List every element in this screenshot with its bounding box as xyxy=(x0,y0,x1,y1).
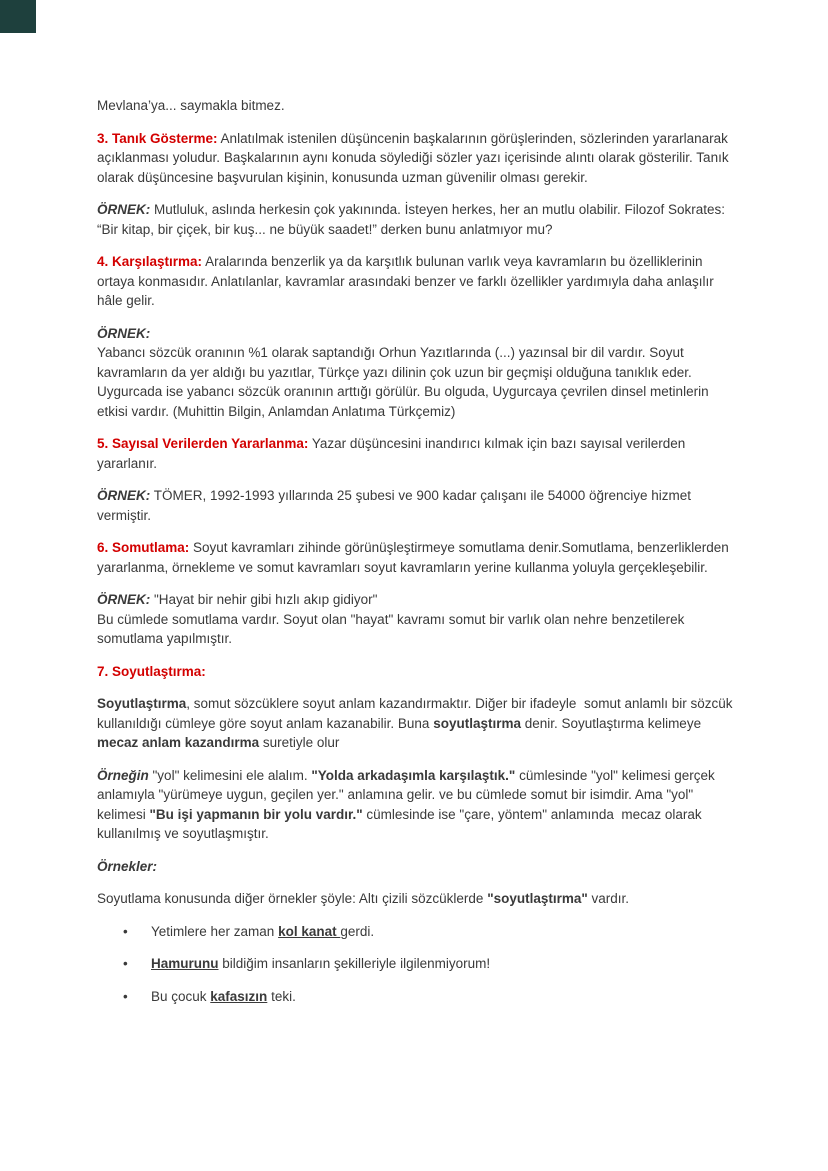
paragraph xyxy=(97,662,733,682)
text-run: "yol" kelimesini ele alalım. xyxy=(148,767,312,783)
paragraph xyxy=(97,486,733,525)
text-run: Mutluluk, aslında herkesin çok yakınında. İsteyen herkes, her an mutlu olabilir. Filozof Sokrates: “Bir kitap, bir çiçek, bir kuş... ne büyük saadet!” derken bunu anlatmıyor mu? xyxy=(97,202,729,237)
text-run: vardır. xyxy=(587,891,630,906)
bullet-text xyxy=(151,922,374,942)
text-run: "Hayat bir nehir gibi hızlı akıp gidiyor" xyxy=(150,592,378,607)
bullet-item xyxy=(97,922,733,942)
section-heading: 4. Karşılaştırma: xyxy=(97,254,203,269)
paragraph xyxy=(97,343,733,421)
bullet-text xyxy=(151,954,490,974)
text-run: Soyutlaştırma xyxy=(97,696,187,711)
text-run: TÖMER, 1992-1993 yıllarında 25 şubesi ve 900 kadar çalışanı ile 54000 öğrenciye hizmet vermiştir. xyxy=(97,488,695,523)
paragraph xyxy=(97,857,733,877)
text-run: mecaz anlam kazandırma xyxy=(97,735,260,750)
bullet-item xyxy=(97,954,733,974)
paragraph xyxy=(97,694,737,753)
corner-mark xyxy=(0,0,36,33)
text-run: suretiyle olur xyxy=(259,735,340,750)
paragraph xyxy=(97,889,733,909)
text-run: Yabancı sözcük oranının %1 olarak saptandığı Orhun Yazıtlarında (...) yazınsal bir dil vardır. Soyut kavramların da yer aldığı bu yazıtlar, Türkçe yazı dilinin çok uzun bir geçmişi olduğuna tanıklık eder. Uygurcada ise yabancı sözcük oranının arttığı görülür. Bu olguda, Uygurcaya çevrilen dinsel metinlerin etkisi vardır. (Muhittin Bilgin, Anlamdan Anlatıma Türkçemiz) xyxy=(97,345,713,419)
text-run: ÖRNEK: xyxy=(97,592,151,607)
text-run: teki. xyxy=(267,988,296,1004)
paragraph xyxy=(97,96,733,116)
bullet-icon: • xyxy=(123,923,128,939)
bullet-text xyxy=(151,987,296,1007)
paragraph xyxy=(97,538,733,577)
text-run: soyutlaştırma xyxy=(433,715,521,731)
paragraph xyxy=(97,324,733,344)
document-content xyxy=(97,96,737,1019)
text-run: Soyut kavramları zihinde görünüşleştirmeye somutlama denir.Somutlama, benzerliklerden yararlanma, örnekleme ve somut kavramları soyut kavramların yerine kullanma yoluyla gerçekleşebilir. xyxy=(97,540,733,575)
section-heading: 6. Somutlama: xyxy=(97,540,190,555)
paragraph xyxy=(97,610,733,649)
text-run: Örneğin xyxy=(97,767,149,783)
text-run: kafasızın xyxy=(210,988,268,1004)
paragraph xyxy=(97,434,733,473)
section-heading: 3. Tanık Gösterme: xyxy=(97,130,218,146)
text-run: Soyutlama konusunda diğer örnekler şöyle: Altı çizili sözcüklerde xyxy=(97,891,488,906)
text-run: Yazar düşüncesini inandırıcı kılmak için bazı sayısal verilerden yararlanır. xyxy=(97,436,690,471)
text-run: Aralarında benzerlik ya da karşıtlık bulunan varlık veya kavramların bu özelliklerinin ortaya konmasıdır. Anlatılanlar, kavramlar arasındaki benzer ve farklı özellikler yardımıyla daha anlaşılır hâle gelir. xyxy=(97,254,718,308)
bullet-item xyxy=(97,987,733,1007)
text-run: Örnekler: xyxy=(97,858,158,874)
text-run: gerdi. xyxy=(340,923,375,939)
text-run: "soyutlaştırma" xyxy=(487,891,588,906)
text-run: Anlatılmak istenilen düşüncenin başkalarının görüşlerinden, sözlerinden yararlanarak açıklanması yoludur. Başkalarının aynı konuda söylediği sözler yazı içerisinde alıntı olarak gösterilir. Tanık olarak düşüncesine başvurulan kişinin, konusunda uzman güvenilir olması gerekir. xyxy=(97,130,733,185)
text-run: ÖRNEK: xyxy=(97,325,151,341)
text-run: Yetimlere her zaman xyxy=(151,923,279,939)
text-run: cümlesinde "yol" kelimesi gerçek anlamıyla "yürümeye uygun, geçilen yer." anlamına gelir. ve bu cümlede somut bir isimdir. Ama "yol" kelimesi xyxy=(97,767,719,822)
paragraph xyxy=(97,766,733,844)
section-heading: 5. Sayısal Verilerden Yararlanma: xyxy=(97,436,309,451)
text-run: denir. Soyutlaştırma kelimeye xyxy=(521,715,705,731)
paragraph xyxy=(97,590,733,610)
paragraph xyxy=(97,200,733,239)
text-run: "Bu işi yapmanın bir yolu vardır." xyxy=(149,806,363,822)
text-run: ÖRNEK: xyxy=(97,488,151,503)
text-run: Mevlana’ya... saymakla bitmez. xyxy=(97,98,285,113)
bullet-icon: • xyxy=(123,956,128,971)
text-run: Hamurunu xyxy=(151,956,219,971)
text-run: kol kanat xyxy=(278,923,341,939)
paragraph xyxy=(97,252,733,311)
text-run: Bu cümlede somutlama vardır. Soyut olan "hayat" kavramı somut bir varlık olan nehre benzetilerek somutlama yapılmıştır. xyxy=(97,611,689,646)
section-heading: 7. Soyutlaştırma: xyxy=(97,663,206,679)
text-run: bildiğim insanların şekilleriyle ilgilenmiyorum! xyxy=(218,956,491,971)
text-run: "Yolda arkadaşımla karşılaştık." xyxy=(311,767,516,783)
text-run: ÖRNEK: xyxy=(97,202,151,217)
bullet-icon: • xyxy=(123,988,128,1004)
text-run: Bu çocuk xyxy=(151,988,211,1004)
text-run: cümlesinde ise "çare, yöntem" anlamında mecaz olarak kullanılmış ve soyutlaşmıştır. xyxy=(97,806,706,841)
text-run: , somut sözcüklere soyut anlam kazandırmaktır. Diğer bir ifadeyle somut anlamlı bir sözcük kullanıldığı cümleye göre soyut anlam kazanabilir. Buna xyxy=(97,696,737,731)
paragraph xyxy=(97,129,733,188)
